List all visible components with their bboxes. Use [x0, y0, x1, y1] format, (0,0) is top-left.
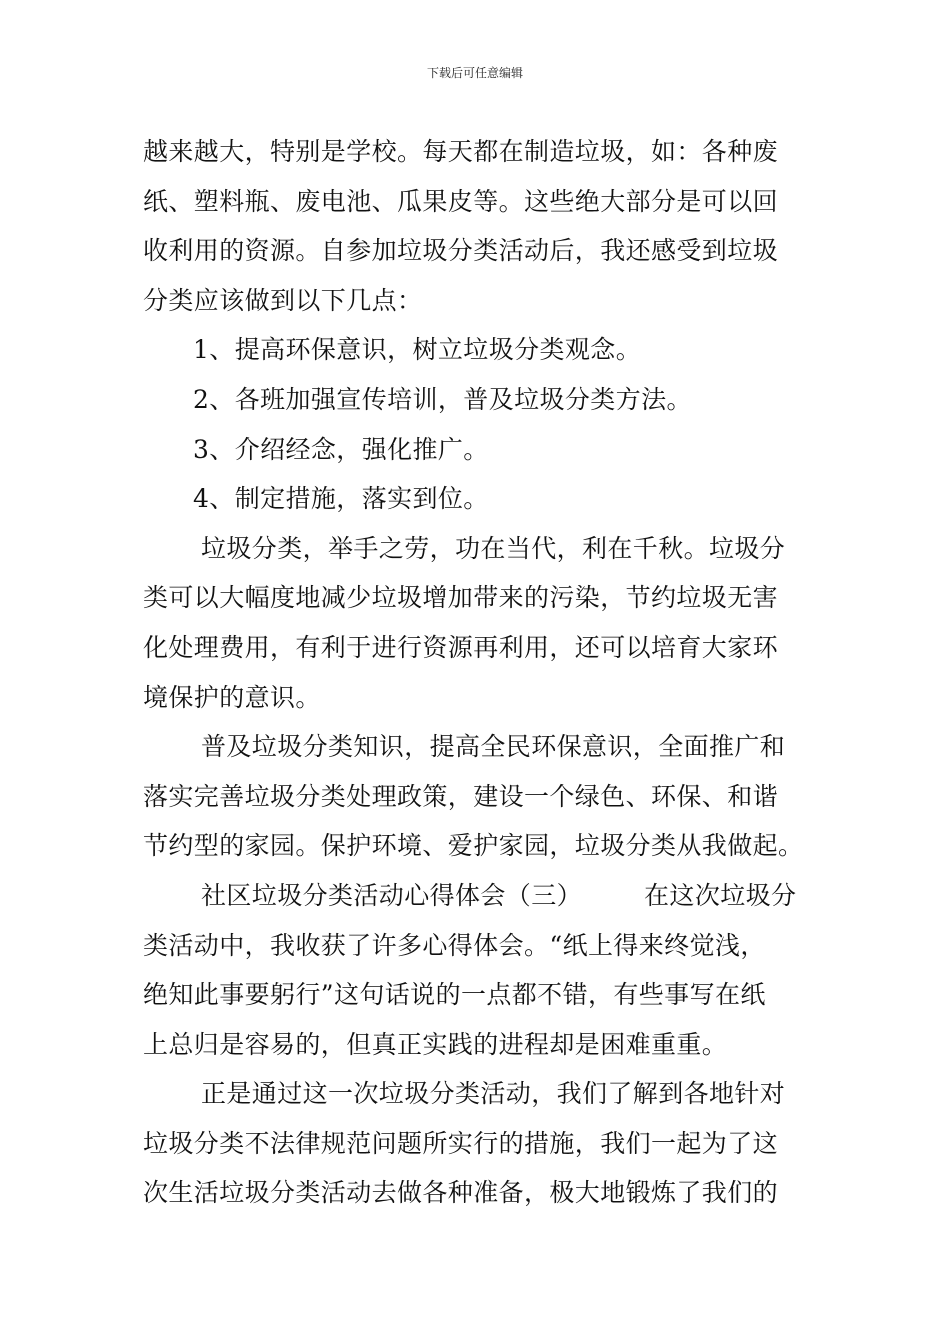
text-line: 分类应该做到以下几点： — [143, 285, 423, 315]
text-line: 化处理费用，有利于进行资源再利用，还可以培育大家环 — [143, 632, 779, 662]
text-line: 纸、塑料瓶、废电池、瓜果皮等。这些绝大部分是可以回 — [143, 186, 779, 216]
section-title: 社区垃圾分类活动心得体会（三） — [201, 880, 583, 910]
list-item-3: 3、介绍经念，强化推广。 — [193, 434, 489, 464]
paragraph-start: 垃圾分类，举手之劳，功在当代，利在千秋。垃圾分 — [201, 533, 786, 563]
page-header: 下载后可任意编辑 — [426, 66, 523, 80]
list-item-4: 4、制定措施，落实到位。 — [193, 484, 489, 514]
text-line: 类可以大幅度地减少垃圾增加带来的污染，节约垃圾无害 — [143, 583, 779, 613]
list-item-1: 1、提高环保意识，树立垃圾分类观念。 — [193, 335, 642, 365]
text-line: 上总归是容易的，但真正实践的进程却是困难重重。 — [143, 1029, 728, 1059]
text-line: 境保护的意识。 — [143, 682, 321, 712]
text-line: 垃圾分类不法律规范问题所实行的措施，我们一起为了这 — [143, 1128, 779, 1158]
text-line: 在这次垃圾分 — [644, 880, 797, 910]
text-line: 收利用的资源。自参加垃圾分类活动后，我还感受到垃圾 — [143, 236, 779, 266]
paragraph-start: 正是通过这一次垃圾分类活动，我们了解到各地针对 — [201, 1079, 786, 1109]
text-line: 绝知此事要躬行”这句话说的一点都不错，有些事写在纸 — [143, 980, 766, 1010]
text-line: 节约型的家园。保护环境、爱护家园，垃圾分类从我做起。 — [143, 831, 804, 861]
list-item-2: 2、各班加强宣传培训，普及垃圾分类方法。 — [193, 384, 692, 414]
text-line: 越来越大，特别是学校。每天都在制造垃圾，如：各种废 — [143, 137, 779, 166]
text-line: 类活动中，我收获了许多心得体会。“纸上得来终觉浅， — [143, 930, 766, 960]
section-heading-line — [143, 871, 813, 921]
document-body — [143, 127, 813, 1218]
text-line: 次生活垃圾分类活动去做各种准备，极大地锻炼了我们的 — [143, 1178, 779, 1208]
paragraph-start: 普及垃圾分类知识，提高全民环保意识，全面推广和 — [201, 732, 786, 762]
text-line: 落实完善垃圾分类处理政策，建设一个绿色、环保、和谐 — [143, 781, 779, 811]
